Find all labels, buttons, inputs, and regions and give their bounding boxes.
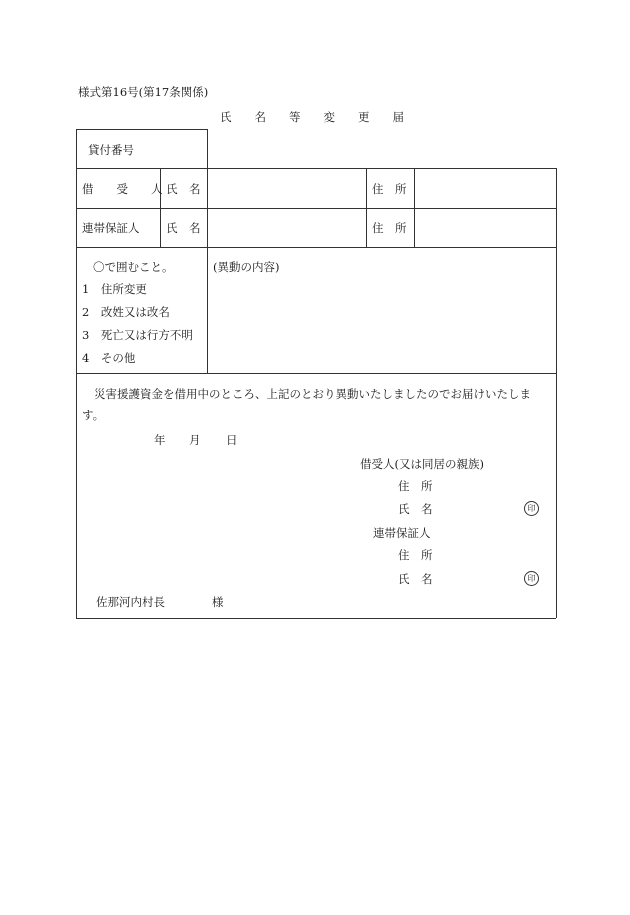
signer-borrower-address-label: 住 所	[398, 479, 433, 493]
signer-borrower-name-label: 氏 名	[398, 502, 433, 516]
table-border	[366, 168, 367, 247]
loan-number-label: 貸付番号	[88, 143, 134, 157]
statement-text-cont: す。	[82, 408, 105, 422]
change-details-label: (異動の内容)	[213, 260, 280, 274]
option-item	[82, 304, 170, 320]
date-day-label: 日	[226, 433, 238, 447]
honorific-label: 様	[212, 595, 224, 609]
guarantor-address-label: 住 所	[372, 221, 407, 235]
seal-mark-icon: 印	[524, 571, 539, 586]
table-border	[76, 618, 556, 619]
option-number: 2	[82, 305, 90, 319]
table-border	[207, 129, 208, 373]
option-item	[82, 281, 147, 297]
signer-guarantor-label: 連帯保証人	[373, 526, 431, 540]
form-title: 氏 名 等 変 更 届	[220, 110, 404, 124]
option-text: その他	[100, 351, 136, 365]
table-border	[414, 168, 415, 247]
table-border	[556, 168, 557, 618]
option-item	[82, 327, 193, 343]
option-number: 4	[82, 351, 90, 365]
option-text: 死亡又は行方不明	[100, 328, 193, 342]
statement-text: 災害援護資金を借用中のところ、上記のとおり異動いたしましたのでお届けいたしま	[94, 387, 531, 401]
table-border	[76, 129, 77, 618]
addressee-label: 佐那河内村長	[96, 595, 165, 609]
guarantor-label: 連帯保証人	[82, 221, 140, 235]
signer-guarantor-address-label: 住 所	[398, 548, 433, 562]
table-border	[76, 129, 207, 130]
date-month-label: 月	[189, 433, 201, 447]
table-border	[160, 168, 161, 247]
table-border	[76, 168, 556, 169]
option-item	[82, 350, 135, 366]
circle-instruction: 〇で囲むこと。	[93, 260, 174, 274]
borrower-label: 借 受 人	[82, 182, 163, 196]
table-border	[76, 247, 556, 248]
seal-mark-icon: 印	[524, 501, 539, 516]
borrower-name-label: 氏 名	[166, 182, 201, 196]
option-number: 1	[82, 282, 90, 296]
date-year-label: 年	[154, 433, 166, 447]
option-text: 改姓又は改名	[100, 305, 170, 319]
table-border	[76, 208, 556, 209]
table-border	[76, 373, 556, 374]
borrower-address-label: 住 所	[372, 182, 407, 196]
guarantor-name-label: 氏 名	[166, 221, 201, 235]
option-number: 3	[82, 328, 90, 342]
option-text: 住所変更	[100, 282, 147, 296]
signer-borrower-label: 借受人(又は同居の親族)	[360, 457, 484, 471]
form-number-label: 様式第16号(第17条関係)	[78, 85, 209, 99]
signer-guarantor-name-label: 氏 名	[398, 572, 433, 586]
